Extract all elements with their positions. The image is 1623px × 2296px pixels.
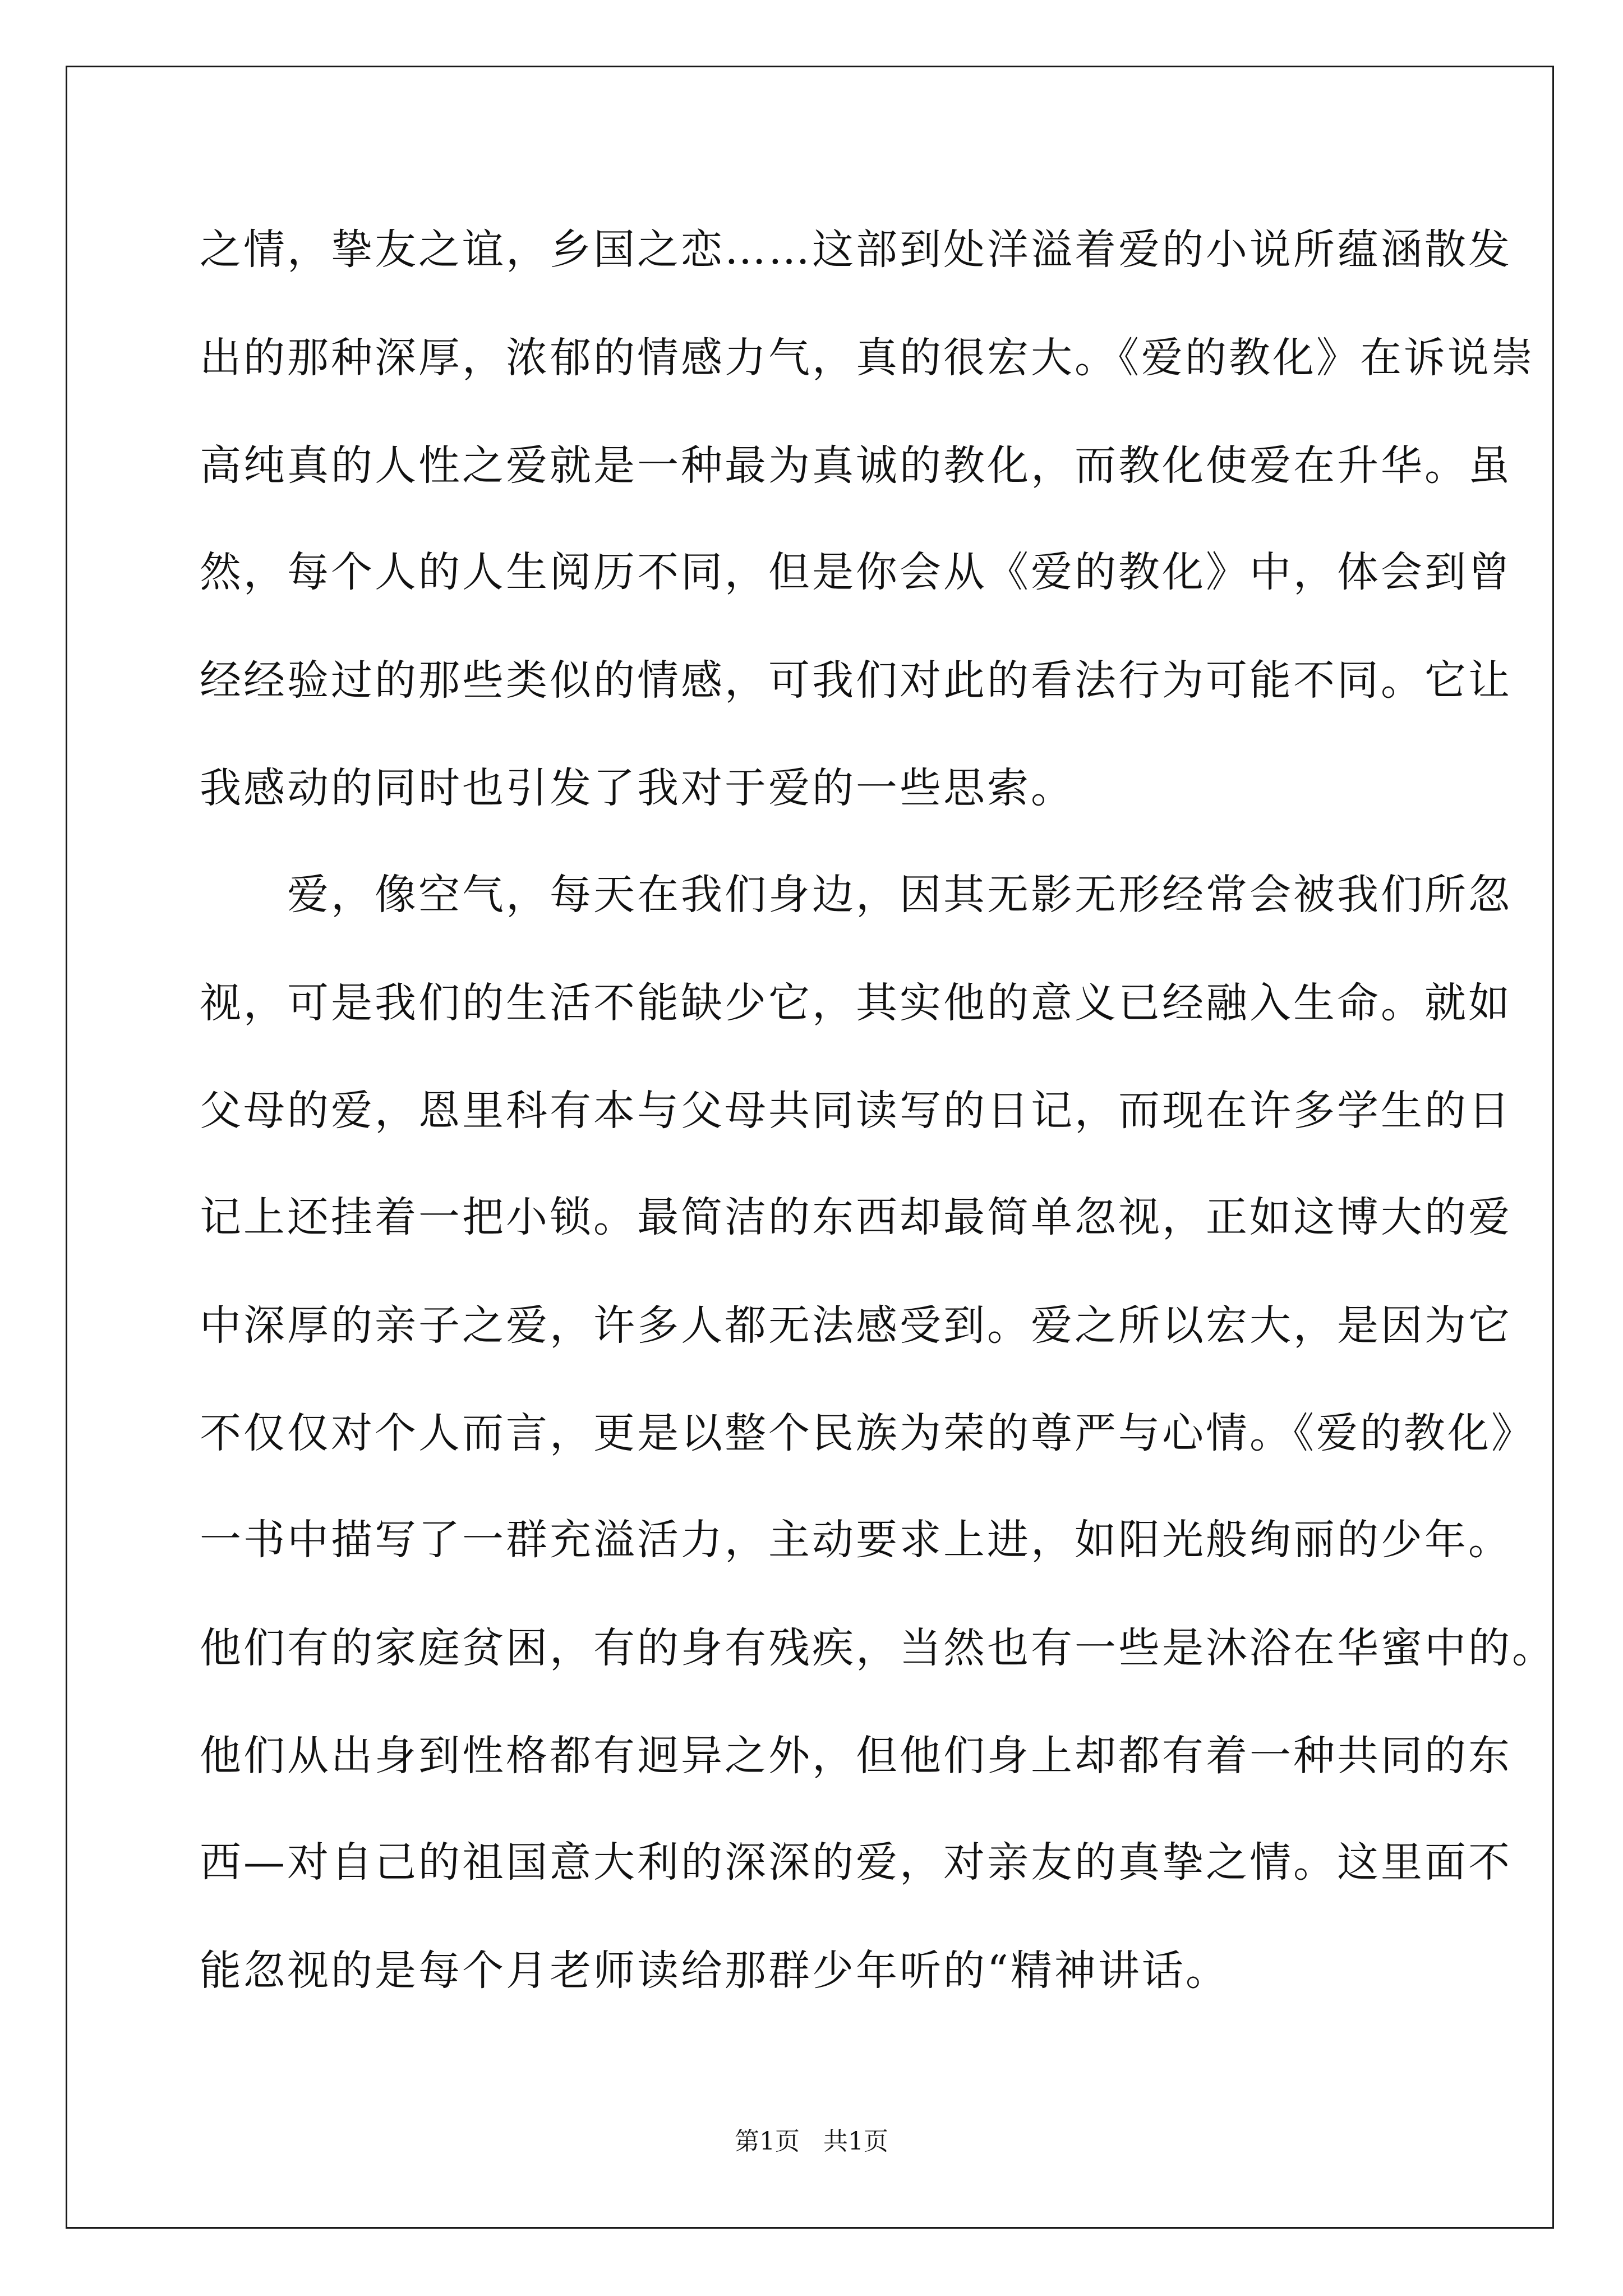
text-line: 之情，挚友之谊，乡国之恋……这部到处洋溢着爱的小说所蕴涵散发 <box>200 226 1512 274</box>
text-line: 高纯真的人性之爱就是一种最为真诚的教化，而教化使爱在升华。虽 <box>200 441 1512 490</box>
text-line: 能忽视的是每个月老师读给那群少年听的“精神讲话。 <box>200 1947 1229 1995</box>
text-line: 记上还挂着一把小锁。最简洁的东西却最简单忽视，正如这博大的爱 <box>200 1193 1512 1241</box>
page-footer: 第1页 共1页 <box>735 2127 888 2156</box>
text-line: 视，可是我们的生活不能缺少它，其实他的意义已经融入生命。就如 <box>200 979 1512 1027</box>
text-line: 他们从出身到性格都有迥异之外，但他们身上却都有着一种共同的东 <box>200 1732 1512 1780</box>
text-line: 中深厚的亲子之爱，许多人都无法感受到。爱之所以宏大，是因为它 <box>200 1301 1512 1350</box>
text-line: 父母的爱，恩里科有本与父母共同读写的日记，而现在许多学生的日 <box>200 1087 1512 1135</box>
page-border <box>66 66 1554 2229</box>
text-line: 出的那种深厚，浓郁的情感力气，真的很宏大。《爱的教化》在诉说崇 <box>200 334 1535 382</box>
text-line: 然，每个人的人生阅历不同，但是你会从《爱的教化》中，体会到曾 <box>200 548 1512 596</box>
text-line: 西—对自己的祖国意大利的深深的爱，对亲友的真挚之情。这里面不 <box>200 1838 1512 1887</box>
text-line: 我感动的同时也引发了我对于爱的一些思索。 <box>200 764 1075 812</box>
text-line: 不仅仅对个人而言，更是以整个民族为荣的尊严与心情。《爱的教化》 <box>200 1409 1535 1457</box>
text-line: 经经验过的那些类似的情感，可我们对此的看法行为可能不同。它让 <box>200 656 1512 705</box>
text-line: 一书中描写了一群充溢活力，主动要求上进，如阳光般绚丽的少年。 <box>200 1516 1512 1564</box>
paragraph-start-line: 爱，像空气，每天在我们身边，因其无影无形经常会被我们所忽 <box>200 871 1512 919</box>
text-line: 他们有的家庭贫困，有的身有残疾，当然也有一些是沐浴在华蜜中的。 <box>200 1624 1556 1672</box>
